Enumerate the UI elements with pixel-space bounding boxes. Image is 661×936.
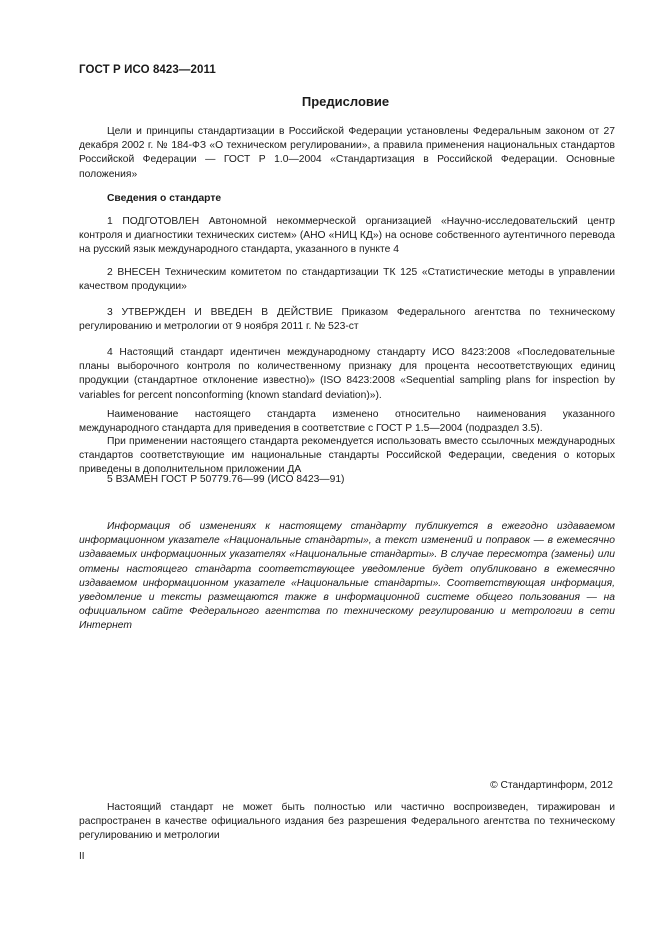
copyright: © Стандартинформ, 2012 <box>490 780 613 791</box>
page-title: Предисловие <box>301 94 390 109</box>
info-note: Информация об изменениях к настоящему стандарту публикуется в ежегодно издаваемом информационном указателе «Национальные стандарты», а текст изменений и поправок — в ежемесячно издаваемых информационных указателях «Национальные стандарты». В случае пересмотра (замены) или отмены настоящего стандарта соответствующее уведомление будет опубликовано в ежемесячно издаваемом информационном указателе «Национальные стандарты». Соответствующая информация, уведомление и тексты размещаются также в информационной системе общего пользования — на официальном сайте Федерального агентства по техническому регулированию и метрологии в сети Интернет <box>79 521 615 632</box>
item-4-note-2: При применении настоящего стандарта рекомендуется использовать вместо ссылочных международных стандартов соответствующие им национальные стандарты Российской Федерации, сведения о которых приведены в дополнительном приложении ДА <box>79 436 615 476</box>
item-5: 5 ВЗАМЕН ГОСТ Р 50779.76—99 (ИСО 8423—91) <box>107 474 345 485</box>
item-3: 3 УТВЕРЖДЕН И ВВЕДЕН В ДЕЙСТВИЕ Приказом Федерального агентства по техническому регулированию и метрологии от 9 ноября 2011 г. № 523-ст <box>79 307 615 333</box>
rights-notice: Настоящий стандарт не может быть полностью или частично воспроизведен, тиражирован и распространен в качестве официального издания без разрешения Федерального агентства по техническому регулированию и метрологии <box>79 802 615 842</box>
item-2: 2 ВНЕСЕН Техническим комитетом по стандартизации ТК 125 «Статистические методы в управлении качеством продукции» <box>79 267 615 293</box>
item-4: 4 Настоящий стандарт идентичен международному стандарту ИСО 8423:2008 «Последовательные планы выборочного контроля по количественному признаку для процента несоответствующих единиц продукции (стандартное отклонение известно)» (ISO 8423:2008 «Sequential sampling plans for inspection by variables for percent nonconforming (known standard deviation)»). <box>79 347 615 401</box>
item-4-note-1: Наименование настоящего стандарта изменено относительно наименования указанного международного стандарта для приведения в соответствие с ГОСТ Р 1.5—2004 (подраздел 3.5). <box>79 409 615 435</box>
standard-code-header: ГОСТ Р ИСО 8423—2011 <box>79 64 216 76</box>
section-heading: Сведения о стандарте <box>107 193 222 204</box>
item-1: 1 ПОДГОТОВЛЕН Автономной некоммерческой организацией «Научно-исследовательский центр контроля и диагностики технических систем» (АНО «НИЦ КД») на основе собственного аутентичного перевода на русский язык международного стандарта, указанного в пункте 4 <box>79 216 615 256</box>
page-number: II <box>79 851 85 862</box>
intro-paragraph: Цели и принципы стандартизации в Российской Федерации установлены Федеральным законом от 27 декабря 2002 г. № 184-ФЗ «О техническом регулировании», а правила применения национальных стандартов Российской Федерации — ГОСТ Р 1.0—2004 «Стандартизация в Российской Федерации. Основные положения» <box>79 126 615 180</box>
